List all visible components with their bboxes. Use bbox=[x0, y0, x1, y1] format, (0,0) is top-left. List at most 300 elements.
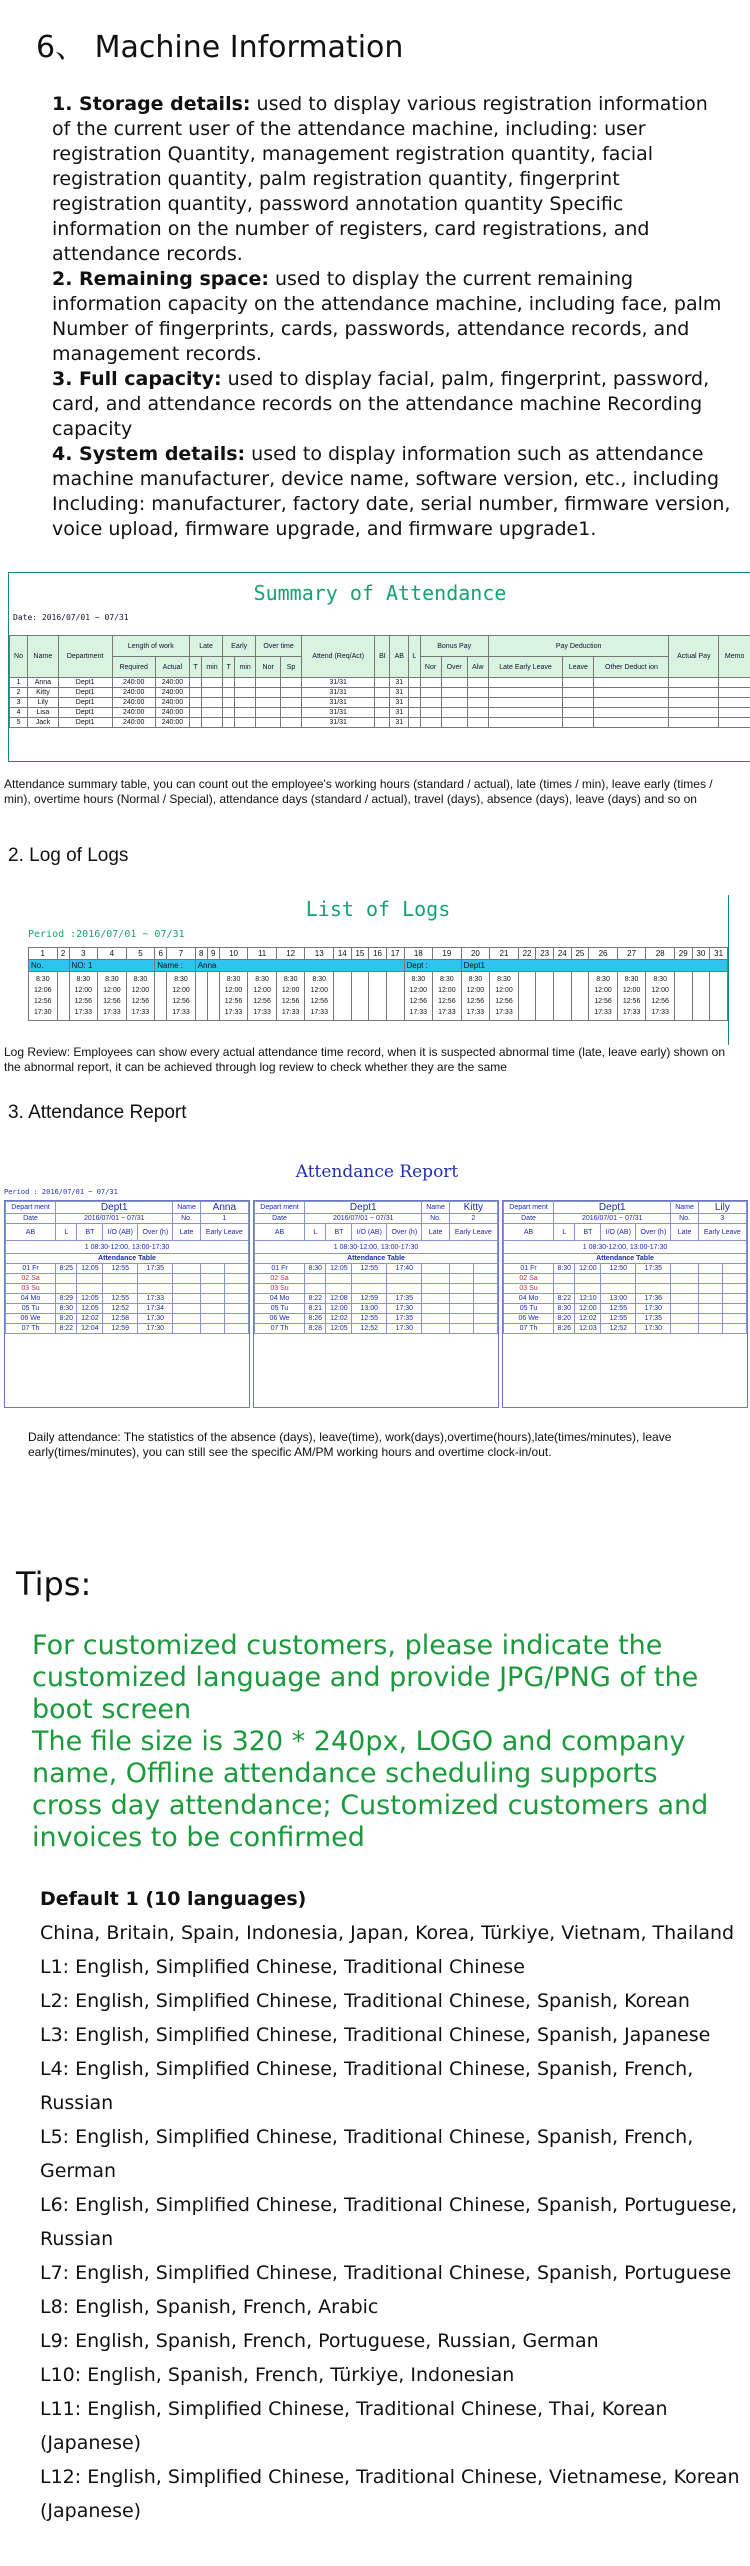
log-cell bbox=[57, 972, 69, 1021]
table-cell bbox=[669, 698, 719, 708]
time-cell bbox=[103, 1284, 138, 1294]
table-cell: 31 bbox=[390, 688, 409, 698]
table-cell: 240:00 bbox=[155, 698, 189, 708]
name-value: Kitty bbox=[449, 1202, 497, 1214]
day-cell: 01 Fr bbox=[504, 1264, 554, 1274]
table-cell bbox=[488, 678, 563, 688]
log-time: 17:33 bbox=[281, 1009, 300, 1016]
table-cell bbox=[441, 678, 467, 688]
language-option: L9: English, Spanish, French, Portuguese, Russian, German bbox=[40, 2330, 599, 2352]
time-cell: 12:50 bbox=[601, 1264, 636, 1274]
language-option: L6: English, Simplified Chinese, Traditional Chinese, Spanish, Portuguese, Russian bbox=[40, 2194, 738, 2250]
log-cell bbox=[276, 972, 305, 1021]
log-time: 12:00 bbox=[409, 987, 428, 994]
time-cell: 12:00 bbox=[575, 1304, 601, 1314]
time-cell: 12:10 bbox=[575, 1294, 601, 1304]
table-cell: Dept1 bbox=[58, 708, 112, 718]
table-cell: 240:00 bbox=[155, 708, 189, 718]
table-cell bbox=[409, 708, 421, 718]
log-cell bbox=[674, 972, 692, 1021]
table-cell bbox=[669, 718, 719, 728]
log-time: 17:33 bbox=[594, 1009, 612, 1016]
dept-value: Dept1 bbox=[56, 1202, 173, 1214]
table-cell bbox=[190, 718, 202, 728]
logs-table bbox=[28, 947, 728, 1021]
language-option: L11: English, Simplified Chinese, Traditional Chinese, Thai, Korean (Japanese) bbox=[40, 2398, 668, 2454]
table-cell bbox=[488, 708, 563, 718]
table-cell bbox=[235, 718, 256, 728]
tips-title: Tips: bbox=[16, 1565, 92, 1603]
day-header: 10 bbox=[219, 948, 248, 960]
table-cell bbox=[190, 708, 202, 718]
day-header: 11 bbox=[248, 948, 277, 960]
log-cell bbox=[617, 972, 646, 1021]
table-cell: 4 bbox=[10, 708, 28, 718]
table-cell bbox=[467, 698, 488, 708]
date-label: Date bbox=[6, 1214, 56, 1224]
time-cell: 12:59 bbox=[352, 1294, 387, 1304]
table-cell bbox=[467, 718, 488, 728]
col-header: AB bbox=[390, 636, 409, 678]
time-cell bbox=[56, 1284, 77, 1294]
day-header: 7 bbox=[167, 948, 196, 960]
table-cell: 240:00 bbox=[112, 688, 155, 698]
time-cell bbox=[601, 1274, 636, 1284]
day-row bbox=[6, 1324, 249, 1334]
day-row bbox=[504, 1324, 747, 1334]
time-cell: 17:35 bbox=[636, 1314, 671, 1324]
col-header: I/O (AB) bbox=[601, 1224, 636, 1241]
table-cell bbox=[256, 718, 281, 728]
col-header: Late bbox=[173, 1224, 200, 1241]
table-cell bbox=[441, 718, 467, 728]
info-cell: Name : bbox=[155, 960, 196, 972]
employee-info-row bbox=[29, 960, 728, 972]
log-time: 12:56 bbox=[74, 998, 93, 1005]
day-row bbox=[255, 1324, 498, 1334]
table-cell bbox=[256, 708, 281, 718]
table-cell: Dept1 bbox=[58, 688, 112, 698]
shift-text: 1 08:30-12:00, 13:00-17:30 bbox=[6, 1241, 249, 1254]
time-cell: 12:05 bbox=[77, 1264, 103, 1274]
log-cell bbox=[334, 972, 352, 1021]
day-cell: 06 We bbox=[255, 1314, 305, 1324]
table-cell: 31/31 bbox=[301, 688, 374, 698]
day-header: 1 bbox=[29, 948, 58, 960]
log-cell bbox=[490, 972, 519, 1021]
day-cell: 04 Mo bbox=[255, 1294, 305, 1304]
table-cell: 240:00 bbox=[155, 688, 189, 698]
col-header: AB bbox=[504, 1224, 554, 1241]
table-cell: Lisa bbox=[28, 708, 59, 718]
table-cell: Dept1 bbox=[58, 698, 112, 708]
day-row bbox=[255, 1264, 498, 1274]
log-cell bbox=[195, 972, 207, 1021]
time-cell bbox=[554, 1284, 575, 1294]
table-cell: 240:00 bbox=[112, 708, 155, 718]
time-cell: 12:55 bbox=[601, 1314, 636, 1324]
table-cell: Anna bbox=[28, 678, 59, 688]
language-option: L12: English, Simplified Chinese, Traditional Chinese, Vietnamese, Korean (Japanese) bbox=[40, 2466, 740, 2522]
table-cell: 31 bbox=[390, 678, 409, 688]
log-cell bbox=[710, 972, 728, 1021]
day-header: 5 bbox=[126, 948, 155, 960]
col-header: Actual Pay bbox=[669, 636, 719, 678]
table-cell: 31/31 bbox=[301, 698, 374, 708]
col-header: Sp bbox=[281, 657, 302, 678]
log-cell bbox=[692, 972, 710, 1021]
table-cell bbox=[202, 678, 223, 688]
table-cell: 3 bbox=[10, 698, 28, 708]
group-header: Late bbox=[190, 636, 223, 657]
day-row bbox=[504, 1314, 747, 1324]
report-heading: 3. Attendance Report bbox=[8, 1102, 187, 1123]
log-time: 12:56 bbox=[103, 998, 121, 1005]
date-label: Date bbox=[255, 1214, 305, 1224]
time-cell: 8:22 bbox=[305, 1294, 326, 1304]
col-header: L bbox=[56, 1224, 77, 1241]
day-row bbox=[504, 1264, 747, 1274]
day-header: 9 bbox=[207, 948, 219, 960]
table-cell bbox=[719, 698, 750, 708]
table-cell bbox=[235, 678, 256, 688]
col-header: Department bbox=[58, 636, 112, 678]
time-cell: 8:28 bbox=[305, 1324, 326, 1334]
day-cell: 06 We bbox=[6, 1314, 56, 1324]
col-header: Nor bbox=[256, 657, 281, 678]
table-cell: 240:00 bbox=[112, 698, 155, 708]
col-header: AB bbox=[6, 1224, 56, 1241]
log-time: 17:33 bbox=[495, 1009, 513, 1016]
log-time: 12:00 bbox=[495, 987, 513, 994]
report-title: Attendance Report bbox=[295, 1162, 459, 1182]
time-cell: 17:30 bbox=[636, 1304, 671, 1314]
table-cell bbox=[256, 688, 281, 698]
name-value: Anna bbox=[200, 1202, 248, 1214]
table-row bbox=[10, 688, 750, 698]
log-time: 12:00 bbox=[253, 987, 271, 994]
log-cell bbox=[461, 972, 490, 1021]
day-cell: 03 Su bbox=[6, 1284, 56, 1294]
table-cell bbox=[441, 698, 467, 708]
table-cell bbox=[375, 688, 390, 698]
log-cell bbox=[98, 972, 127, 1021]
log-time: 8:30 bbox=[596, 976, 610, 983]
col-header: BI bbox=[375, 636, 390, 678]
log-time: 12:00 bbox=[438, 987, 456, 994]
log-time: 12:06 bbox=[34, 987, 52, 994]
day-cell: 06 We bbox=[504, 1314, 554, 1324]
table-cell: 2 bbox=[10, 688, 28, 698]
col-header: L bbox=[305, 1224, 326, 1241]
time-cell bbox=[77, 1284, 103, 1294]
time-cell bbox=[387, 1274, 422, 1284]
attendance-table-label: Attendance Table bbox=[255, 1254, 498, 1264]
log-cell bbox=[571, 972, 589, 1021]
no-value: 2 bbox=[449, 1214, 497, 1224]
table-cell bbox=[223, 688, 235, 698]
col-header: BT bbox=[326, 1224, 352, 1241]
log-cell bbox=[155, 972, 167, 1021]
day-cell: 05 Tu bbox=[504, 1304, 554, 1314]
group-header: Pay Deduction bbox=[488, 636, 669, 657]
info-cell: Dept : bbox=[404, 960, 461, 972]
machine-info-list bbox=[52, 92, 732, 542]
time-cell bbox=[352, 1274, 387, 1284]
log-time: 8:30 bbox=[35, 976, 50, 983]
time-cell: 12:03 bbox=[575, 1324, 601, 1334]
log-cell bbox=[351, 972, 369, 1021]
table-cell bbox=[235, 688, 256, 698]
report-period: Period : 2016/07/01 ~ 07/31 bbox=[4, 1188, 118, 1196]
report-image bbox=[4, 1160, 750, 1405]
dept-label: Depart ment bbox=[255, 1202, 305, 1214]
summary-date: Date: 2016/07/01 ~ 07/31 bbox=[13, 613, 129, 622]
col-header: BT bbox=[575, 1224, 601, 1241]
time-cell: 12:05 bbox=[326, 1324, 352, 1334]
time-cell: 12:52 bbox=[352, 1324, 387, 1334]
table-cell bbox=[669, 708, 719, 718]
time-cell: 12:02 bbox=[575, 1314, 601, 1324]
log-time: 17:33 bbox=[466, 1009, 485, 1016]
col-header: T bbox=[190, 657, 202, 678]
log-time: 17:33 bbox=[438, 1009, 456, 1016]
col-header: Over (h) bbox=[636, 1224, 671, 1241]
time-cell bbox=[554, 1274, 575, 1284]
table-cell bbox=[235, 698, 256, 708]
time-cell: 12:55 bbox=[352, 1314, 387, 1324]
name-label: Name bbox=[671, 1202, 698, 1214]
section-title: 6、 Machine Information bbox=[36, 30, 404, 65]
language-option: L1: English, Simplified Chinese, Traditional Chinese bbox=[40, 1956, 525, 1978]
table-cell bbox=[281, 718, 302, 728]
log-time: 12:56 bbox=[495, 998, 513, 1005]
log-time: 17:33 bbox=[224, 1009, 243, 1016]
table-cell bbox=[420, 678, 441, 688]
table-cell bbox=[563, 698, 594, 708]
dept-value: Dept1 bbox=[305, 1202, 422, 1214]
day-row bbox=[255, 1314, 498, 1324]
time-cell: 13:00 bbox=[352, 1304, 387, 1314]
language-list bbox=[40, 1882, 740, 2528]
table-cell bbox=[420, 708, 441, 718]
day-cell: 07 Th bbox=[255, 1324, 305, 1334]
col-header: Leave bbox=[563, 657, 594, 678]
time-cell bbox=[636, 1284, 671, 1294]
day-cell: 01 Fr bbox=[255, 1264, 305, 1274]
table-cell bbox=[488, 688, 563, 698]
col-header: L bbox=[409, 636, 421, 678]
col-header: T bbox=[223, 657, 235, 678]
log-time: 12:56 bbox=[651, 998, 669, 1005]
time-cell: 12:58 bbox=[103, 1314, 138, 1324]
day-row bbox=[6, 1284, 249, 1294]
day-cell: 02 Sa bbox=[255, 1274, 305, 1284]
time-cell bbox=[636, 1274, 671, 1284]
time-cell: 17:35 bbox=[138, 1264, 173, 1274]
log-time: 12:56 bbox=[409, 998, 428, 1005]
time-cell bbox=[103, 1274, 138, 1284]
info-cell: No. bbox=[29, 960, 70, 972]
day-header: 27 bbox=[617, 948, 646, 960]
table-cell: 240:00 bbox=[155, 678, 189, 688]
day-row bbox=[504, 1274, 747, 1284]
date-value: 2016/07/01 ~ 07/31 bbox=[56, 1214, 173, 1224]
day-header: 4 bbox=[98, 948, 127, 960]
time-cell bbox=[352, 1284, 387, 1294]
day-header: 31 bbox=[710, 948, 728, 960]
table-cell bbox=[190, 678, 202, 688]
time-cell: 8:30 bbox=[554, 1304, 575, 1314]
day-header: 30 bbox=[692, 948, 710, 960]
dept-value: Dept1 bbox=[554, 1202, 671, 1214]
day-header: 8 bbox=[195, 948, 207, 960]
time-cell: 17:30 bbox=[387, 1324, 422, 1334]
table-cell bbox=[223, 708, 235, 718]
log-time: 12:56 bbox=[34, 998, 52, 1005]
table-cell: Lily bbox=[28, 698, 59, 708]
time-cell: 17:36 bbox=[636, 1294, 671, 1304]
table-cell: 5 bbox=[10, 718, 28, 728]
report-card bbox=[253, 1200, 499, 1408]
table-cell bbox=[719, 678, 750, 688]
col-header: Nor bbox=[420, 657, 441, 678]
day-header: 17 bbox=[386, 948, 404, 960]
report-caption: Daily attendance: The statistics of the absence (days), leave(time), work(days),overtime(hours),late(times/minutes), leave early(times/minutes), you can still see the specific AM/PM working hours and overtime clock-in/out. bbox=[28, 1430, 672, 1459]
col-header: I/O (AB) bbox=[352, 1224, 387, 1241]
log-time: 8:30 bbox=[653, 976, 667, 983]
time-cell bbox=[575, 1284, 601, 1294]
report-card bbox=[502, 1200, 748, 1408]
log-time: 12:56 bbox=[466, 998, 485, 1005]
time-cell bbox=[305, 1284, 326, 1294]
col-header: min bbox=[202, 657, 223, 678]
log-time: 12:56 bbox=[131, 998, 150, 1005]
table-row bbox=[10, 708, 750, 718]
language-option: L10: English, Spanish, French, Türkiye, Indonesian bbox=[40, 2364, 515, 2386]
log-time: 12:56 bbox=[310, 998, 328, 1005]
table-cell: 31 bbox=[390, 718, 409, 728]
day-row bbox=[255, 1304, 498, 1314]
day-header: 22 bbox=[518, 948, 536, 960]
table-cell bbox=[563, 678, 594, 688]
day-row bbox=[504, 1304, 747, 1314]
time-cell: 8:30 bbox=[554, 1264, 575, 1274]
table-row bbox=[10, 678, 750, 688]
time-cell: 8:30 bbox=[56, 1304, 77, 1314]
day-cell: 04 Mo bbox=[6, 1294, 56, 1304]
day-header: 29 bbox=[674, 948, 692, 960]
time-cell: 12:55 bbox=[352, 1264, 387, 1274]
log-cell bbox=[248, 972, 277, 1021]
day-cell: 05 Tu bbox=[255, 1304, 305, 1314]
table-cell: 1 bbox=[10, 678, 28, 688]
log-time: 17:33 bbox=[622, 1009, 641, 1016]
day-header: 18 bbox=[404, 948, 433, 960]
info-item-storage: 1. Storage details: used to display various registration information of the current user of the attendance machine, including: user registration Quantity, management registration quantity, facial registration quantity, palm registration quantity, fingerprint registration quantity, password annotation quantity Specific information on the number of registers, card registrations, and attendance records. bbox=[52, 93, 708, 265]
day-cell: 03 Su bbox=[255, 1284, 305, 1294]
log-time: 17:33 bbox=[131, 1009, 150, 1016]
shift-text: 1 08:30-12:00, 13:00-17:30 bbox=[255, 1241, 498, 1254]
col-header: Over (h) bbox=[138, 1224, 173, 1241]
name-label: Name bbox=[422, 1202, 449, 1214]
language-option: L5: English, Simplified Chinese, Traditional Chinese, Spanish, French, German bbox=[40, 2126, 694, 2182]
group-header: Over time bbox=[256, 636, 302, 657]
log-time: 8:30 bbox=[105, 976, 119, 983]
attendance-table-label: Attendance Table bbox=[504, 1254, 747, 1264]
table-cell bbox=[594, 708, 669, 718]
day-header: 6 bbox=[155, 948, 167, 960]
day-header: 15 bbox=[351, 948, 369, 960]
info-cell: Anna bbox=[195, 960, 404, 972]
summary-title: Summary of Attendance bbox=[253, 581, 507, 605]
time-cell: 12:00 bbox=[326, 1304, 352, 1314]
language-option: L3: English, Simplified Chinese, Traditional Chinese, Spanish, Japanese bbox=[40, 2024, 711, 2046]
time-cell: 12:55 bbox=[103, 1264, 138, 1274]
day-row bbox=[6, 1274, 249, 1284]
log-time: 17:33 bbox=[409, 1009, 428, 1016]
summary-table bbox=[9, 635, 750, 728]
day-cell: 05 Tu bbox=[6, 1304, 56, 1314]
time-cell: 12:52 bbox=[601, 1324, 636, 1334]
table-cell bbox=[420, 718, 441, 728]
info-item-capacity: 3. Full capacity: used to display facial, palm, fingerprint, password, card, and attendance records on the attendance machine Recording capacity bbox=[52, 368, 710, 440]
time-cell bbox=[601, 1284, 636, 1294]
log-cell bbox=[404, 972, 433, 1021]
no-label: No. bbox=[422, 1214, 449, 1224]
log-time: 12:00 bbox=[622, 987, 641, 994]
table-cell bbox=[235, 708, 256, 718]
time-cell: 17:30 bbox=[387, 1304, 422, 1314]
time-cell: 17:40 bbox=[387, 1264, 422, 1274]
language-option: L7: English, Simplified Chinese, Traditional Chinese, Spanish, Portuguese bbox=[40, 2262, 732, 2284]
log-time: 12:56 bbox=[224, 998, 243, 1005]
col-header: Early Leave bbox=[200, 1224, 248, 1241]
time-cell: 17:35 bbox=[636, 1264, 671, 1274]
table-cell bbox=[441, 688, 467, 698]
log-cell bbox=[433, 972, 462, 1021]
table-cell bbox=[281, 688, 302, 698]
log-time: 17:33 bbox=[310, 1009, 328, 1016]
time-cell: 8:30 bbox=[305, 1264, 326, 1274]
log-cell bbox=[369, 972, 387, 1021]
col-header: Actual bbox=[155, 657, 189, 678]
table-cell: Kitty bbox=[28, 688, 59, 698]
col-header: Late bbox=[422, 1224, 449, 1241]
default-label: Default 1 (10 languages) bbox=[40, 1888, 307, 1910]
day-header: 25 bbox=[571, 948, 589, 960]
table-cell bbox=[281, 678, 302, 688]
day-row bbox=[255, 1284, 498, 1294]
time-cell bbox=[387, 1284, 422, 1294]
day-row bbox=[6, 1314, 249, 1324]
table-cell: 240:00 bbox=[112, 678, 155, 688]
table-row bbox=[10, 718, 750, 728]
log-time: 12:00 bbox=[103, 987, 121, 994]
table-cell bbox=[256, 678, 281, 688]
table-cell bbox=[467, 708, 488, 718]
col-header: L bbox=[554, 1224, 575, 1241]
table-cell bbox=[375, 678, 390, 688]
table-cell bbox=[281, 698, 302, 708]
date-value: 2016/07/01 ~ 07/31 bbox=[305, 1214, 422, 1224]
table-cell bbox=[190, 688, 202, 698]
table-cell bbox=[420, 698, 441, 708]
table-cell bbox=[375, 698, 390, 708]
table-cell bbox=[719, 708, 750, 718]
time-cell: 12:52 bbox=[103, 1304, 138, 1314]
log-time: 12:00 bbox=[172, 987, 190, 994]
